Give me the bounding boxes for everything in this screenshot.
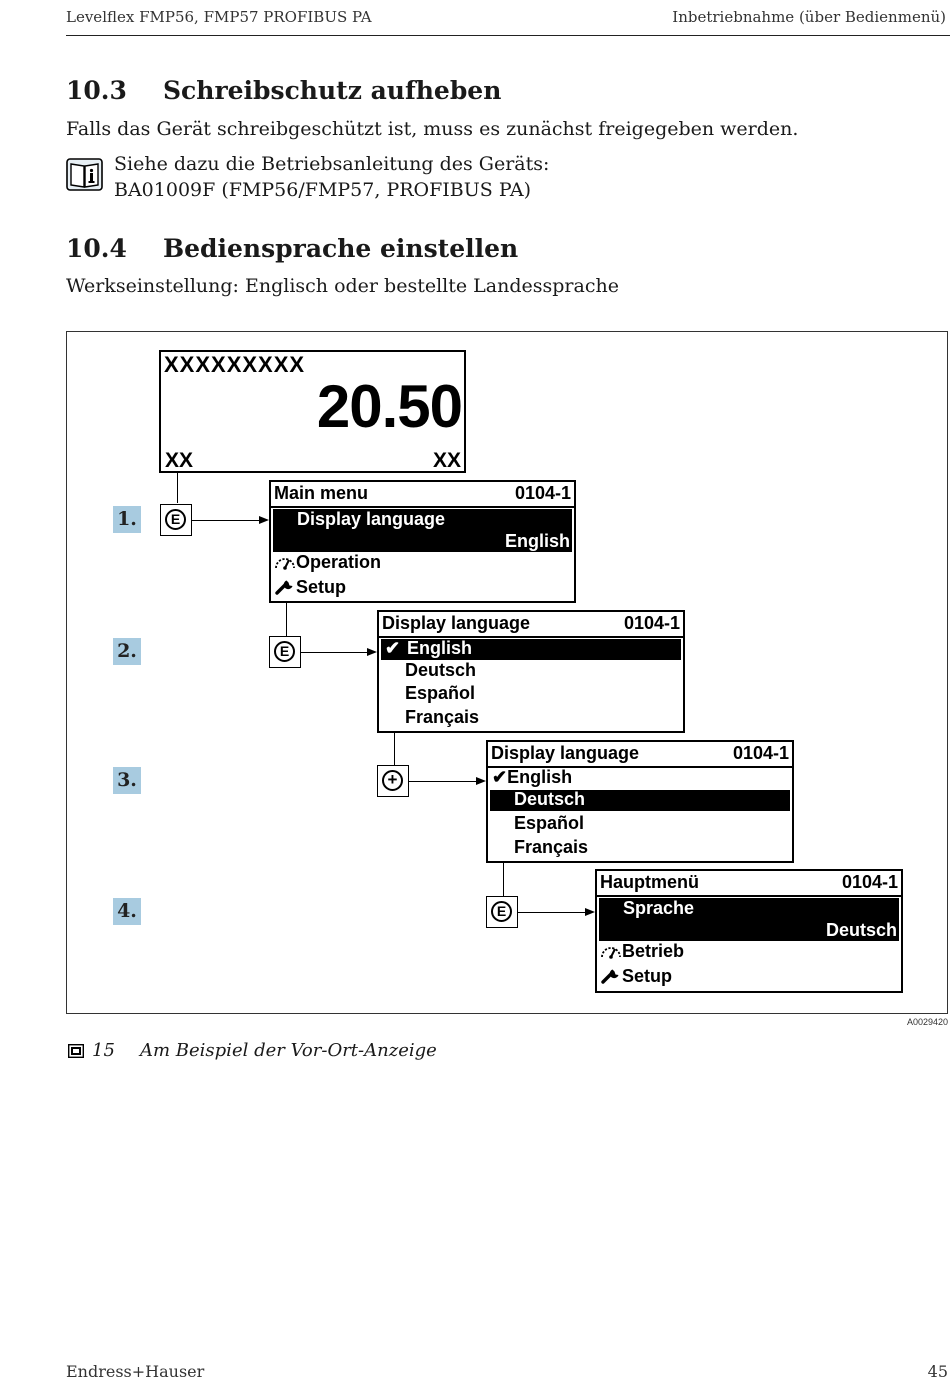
- menu-row-label: Setup: [296, 577, 347, 597]
- step-number: 3.: [113, 767, 141, 794]
- option-row: Deutsch: [405, 660, 477, 680]
- screen-code: 0104-1: [623, 613, 680, 633]
- wrench-icon: [600, 967, 622, 984]
- screen-title: Display language: [491, 743, 640, 763]
- arrow-right-icon: [259, 516, 269, 524]
- section-heading-10-3: [66, 76, 666, 108]
- section-text: Werkseinstellung: Englisch oder bestellte Landessprache: [66, 275, 619, 297]
- section-title: Schreibschutz aufheben: [163, 76, 502, 105]
- figure-caption-icon: [68, 1043, 84, 1057]
- screen-code: 0104-1: [514, 483, 571, 503]
- enter-key-icon: [160, 504, 192, 536]
- screen-title: Hauptmenü: [600, 872, 699, 892]
- highlighted-option: [490, 790, 790, 811]
- caption-number: 15: [92, 1040, 115, 1061]
- enter-key-icon: [269, 636, 301, 668]
- header-left: Levelflex FMP56, FMP57 PROFIBUS PA: [66, 8, 372, 26]
- option-label: English: [407, 638, 473, 658]
- option-row: Français: [514, 837, 589, 857]
- manual-info-icon: [66, 156, 104, 194]
- screen-display-language-english: [377, 610, 685, 733]
- option-row: Español: [405, 683, 476, 703]
- footer-brand: Endress+Hauser: [66, 1362, 205, 1381]
- measured-value-display: [159, 350, 466, 473]
- connector-line: [503, 863, 504, 896]
- plus-key-icon: [377, 765, 409, 797]
- connector-arrow-line: [518, 912, 585, 913]
- enter-key-label: E: [165, 509, 186, 530]
- gauge-icon: [274, 554, 296, 570]
- wrench-icon: [274, 578, 296, 595]
- connector-arrow-line: [301, 652, 367, 653]
- header-rule: [66, 35, 950, 36]
- note-line-2: BA01009F (FMP56/FMP57, PROFIBUS PA): [114, 179, 531, 201]
- enter-key-label: E: [274, 641, 295, 662]
- screen-code: 0104-1: [732, 743, 789, 763]
- menu-item-label: Sprache: [623, 898, 695, 918]
- option-label: English: [507, 767, 573, 787]
- page-number: 45: [927, 1362, 948, 1381]
- enter-key-icon: [486, 896, 518, 928]
- connector-line: [177, 473, 178, 503]
- screen-title: Main menu: [274, 483, 369, 503]
- check-icon: ✔: [385, 638, 401, 658]
- display-value: 20.50: [316, 373, 462, 440]
- screen-separator: [597, 895, 901, 897]
- arrow-right-icon: [367, 648, 377, 656]
- option-row-checked: [492, 767, 572, 788]
- connector-line: [394, 733, 395, 765]
- caption-text: Am Beispiel der Vor-Ort-Anzeige: [140, 1040, 437, 1061]
- screen-hauptmenu: [595, 869, 903, 993]
- step-number: 1.: [113, 506, 141, 533]
- screen-title: Display language: [382, 613, 531, 633]
- display-left-unit: XX: [165, 449, 194, 472]
- menu-row-label: Operation: [296, 552, 382, 572]
- gauge-icon: [600, 943, 622, 959]
- option-row: Français: [405, 707, 480, 727]
- plus-key-label: +: [382, 770, 403, 791]
- option-row: Español: [514, 813, 585, 833]
- section-heading-10-4: [66, 234, 666, 266]
- connector-arrow-line: [409, 781, 476, 782]
- menu-item-label: Display language: [297, 509, 446, 529]
- header-right: Inbetriebnahme (über Bedienmenü): [672, 8, 946, 26]
- menu-row-operation: [274, 552, 381, 573]
- figure-code: A0029420: [906, 1017, 948, 1027]
- menu-row-label: Setup: [622, 966, 673, 986]
- arrow-right-icon: [476, 777, 486, 785]
- screen-code: 0104-1: [841, 872, 898, 892]
- menu-row-betrieb: [600, 941, 684, 962]
- menu-item-value: English: [504, 531, 570, 551]
- connector-arrow-line: [192, 520, 259, 521]
- section-number: 10.3: [66, 76, 127, 105]
- display-tag: XXXXXXXXX: [164, 352, 306, 377]
- check-icon: ✔: [492, 767, 508, 787]
- step-number: 4.: [113, 898, 141, 925]
- figure-frame: [66, 331, 948, 1014]
- highlighted-menu-item: [599, 898, 899, 941]
- step-number: 2.: [113, 638, 141, 665]
- arrow-right-icon: [585, 908, 595, 916]
- screen-separator: [271, 506, 574, 508]
- menu-row-setup: [274, 577, 346, 598]
- screen-main-menu: [269, 480, 576, 603]
- screen-display-language-deutsch: [486, 740, 794, 863]
- menu-row-setup: [600, 966, 672, 987]
- section-title: Bediensprache einstellen: [163, 234, 519, 263]
- menu-row-label: Betrieb: [622, 941, 685, 961]
- enter-key-label: E: [491, 901, 512, 922]
- menu-item-value: Deutsch: [825, 920, 897, 940]
- connector-line: [286, 603, 287, 636]
- highlighted-option: [381, 639, 681, 660]
- section-text: Falls das Gerät schreibgeschützt ist, muss es zunächst freigegeben werden.: [66, 118, 799, 140]
- note-line-1: Siehe dazu die Betriebsanleitung des Geräts:: [114, 153, 550, 175]
- highlighted-menu-item: [273, 509, 572, 552]
- option-label: Deutsch: [514, 789, 586, 809]
- display-right-unit: XX: [432, 449, 461, 472]
- section-number: 10.4: [66, 234, 127, 263]
